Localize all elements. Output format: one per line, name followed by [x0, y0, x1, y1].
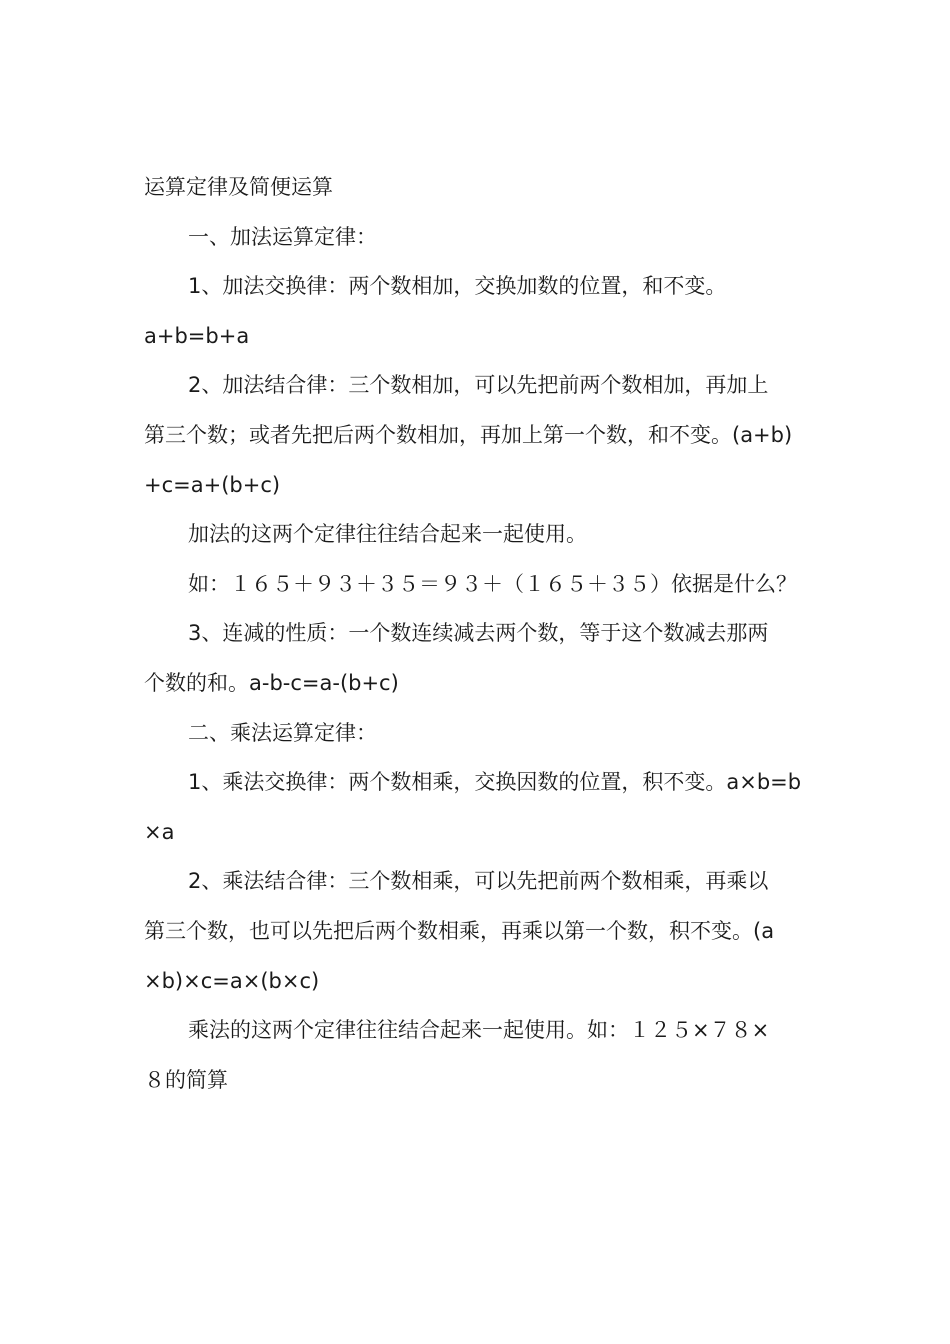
- paragraph-line: 第三个数；或者先把后两个数相加，再加上第一个数，和不变。(a+b): [144, 422, 793, 447]
- paragraph-line: 加法的这两个定律往往结合起来一起使用。: [188, 522, 587, 547]
- paragraph-line: 如：１６５＋９３＋３５＝９３＋（１６５＋３５）依据是什么？: [188, 571, 797, 596]
- paragraph-line: 乘法的这两个定律往往结合起来一起使用。如：１２５×７８×: [188, 1018, 770, 1043]
- document-title: 运算定律及简便运算: [144, 175, 333, 199]
- document-body: [144, 163, 812, 1105]
- paragraph-line: ×a: [144, 819, 175, 844]
- paragraph-line: 1、乘法交换律：两个数相乘，交换因数的位置，积不变。a×b=b: [188, 770, 802, 795]
- section-heading-addition: 一、加法运算定律：: [188, 224, 377, 249]
- paragraph-line: 2、加法结合律：三个数相加，可以先把前两个数相加，再加上: [188, 373, 769, 398]
- paragraph-line: +c=a+(b+c): [144, 472, 281, 497]
- paragraph-line: ×b)×c=a×(b×c): [144, 968, 320, 993]
- paragraph-line: 2、乘法结合律：三个数相乘，可以先把前两个数相乘，再乘以: [188, 869, 769, 894]
- paragraph-line: a+b=b+a: [144, 323, 250, 348]
- paragraph-line: 3、连减的性质：一个数连续减去两个数，等于这个数减去那两: [188, 621, 769, 646]
- paragraph-line: 第三个数，也可以先把后两个数相乘，再乘以第一个数，积不变。(a: [144, 918, 775, 943]
- paragraph-line: 个数的和。a-b-c=a-(b+c): [144, 670, 399, 695]
- section-heading-multiplication: 二、乘法运算定律：: [188, 720, 377, 745]
- paragraph-line: ８的简算: [144, 1067, 228, 1092]
- paragraph-line: 1、加法交换律：两个数相加，交换加数的位置，和不变。: [188, 274, 727, 299]
